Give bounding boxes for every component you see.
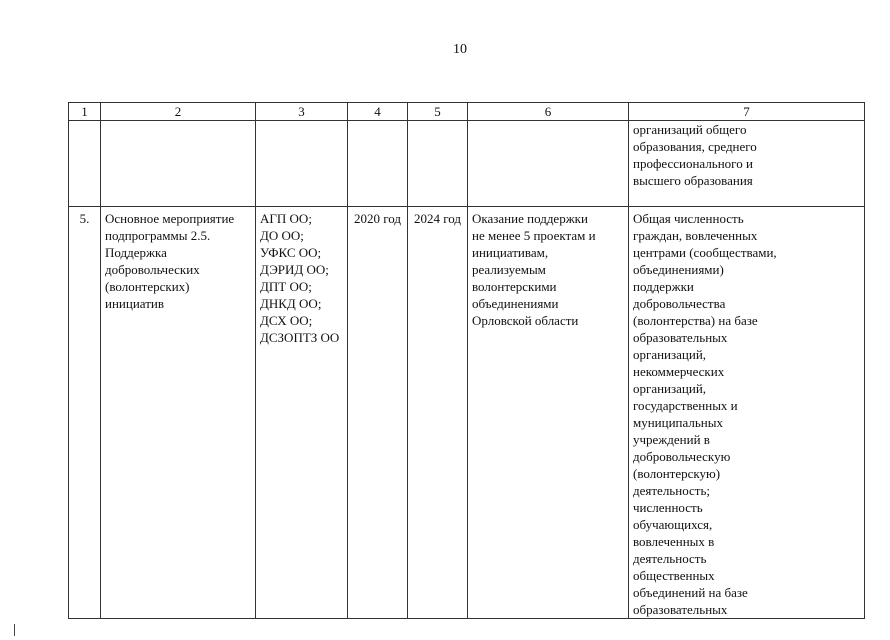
text-line: государственных и (633, 398, 738, 413)
text-line: образовательных (633, 602, 728, 617)
cell-start-year: 2020 год (348, 207, 408, 619)
text-line: добровольчества (633, 296, 726, 311)
text-line: организаций, (633, 381, 707, 396)
text-line: АГП ОО; (260, 211, 312, 226)
text-line: граждан, вовлеченных (633, 228, 758, 243)
text-line: ДНКД ОО; (260, 296, 322, 311)
text-line: Общая численность (633, 211, 744, 226)
text-line: образовательных (633, 330, 728, 345)
cell-end-year: 2024 год (408, 207, 468, 619)
cell-empty (348, 121, 408, 207)
text-line: реализуемым (472, 262, 546, 277)
header-cell: 3 (256, 103, 348, 121)
text-line: численность (633, 500, 703, 515)
text-line: (волонтерскую) (633, 466, 721, 481)
text-line: инициативам, (472, 245, 549, 260)
text-line: (волонтерства) на базе (633, 313, 758, 328)
table-header-row (69, 103, 865, 121)
cell-expected-result (468, 207, 629, 619)
text-line: муниципальных (633, 415, 724, 430)
cell-executors (256, 207, 348, 619)
cell-empty (408, 121, 468, 207)
text-line: добровольческую (633, 449, 731, 464)
text-line: объединений на базе (633, 585, 748, 600)
text-line: объединениями) (633, 262, 724, 277)
header-cell: 2 (101, 103, 256, 121)
text-line: инициатив (105, 296, 164, 311)
margin-mark (14, 624, 15, 636)
text-line: подпрограммы 2.5. (105, 228, 211, 243)
text-line: высшего образования (633, 173, 753, 188)
cell-row-number: 5. (69, 207, 101, 619)
text-line: центрами (сообществами, (633, 245, 777, 260)
header-cell: 1 (69, 103, 101, 121)
cell-empty (101, 121, 256, 207)
text-line: волонтерскими (472, 279, 557, 294)
text-line: ДЭРИД ОО; (260, 262, 329, 277)
cell-empty (468, 121, 629, 207)
header-cell: 4 (348, 103, 408, 121)
page-number: 10 (453, 42, 467, 57)
cell-indicators-continued (629, 121, 865, 207)
text-line: деятельность (633, 551, 707, 566)
text-line: (волонтерских) (105, 279, 190, 294)
text-line: Поддержка (105, 245, 167, 260)
text-line: Оказание поддержки (472, 211, 588, 226)
text-line: деятельность; (633, 483, 711, 498)
text-line: ДСХ ОО; (260, 313, 313, 328)
header-cell: 5 (408, 103, 468, 121)
text-line: ДО ОО; (260, 228, 304, 243)
text-line: Орловской области (472, 313, 579, 328)
cell-empty (69, 121, 101, 207)
text-line: поддержки (633, 279, 694, 294)
text-line: ДСЗОПТЗ ОО (260, 330, 340, 345)
text-line: профессионального и (633, 156, 753, 171)
text-line: Основное мероприятие (105, 211, 235, 226)
table-row-continuation (69, 121, 865, 207)
cell-empty (256, 121, 348, 207)
text-line: ДПТ ОО; (260, 279, 312, 294)
table-row-5 (69, 207, 865, 619)
text-line: объединениями (472, 296, 559, 311)
text-line: не менее 5 проектам и (472, 228, 596, 243)
header-cell: 7 (629, 103, 865, 121)
cell-indicators (629, 207, 865, 619)
text-line: добровольческих (105, 262, 200, 277)
header-cell: 6 (468, 103, 629, 121)
text-line: УФКС ОО; (260, 245, 322, 260)
text-line: вовлеченных в (633, 534, 715, 549)
text-line: образования, среднего (633, 139, 757, 154)
text-line: организаций, (633, 347, 707, 362)
text-line: учреждений в (633, 432, 710, 447)
cell-activity-name (101, 207, 256, 619)
program-table (68, 102, 865, 619)
text-line: организаций общего (633, 122, 747, 137)
text-line: общественных (633, 568, 715, 583)
text-line: обучающихся, (633, 517, 713, 532)
text-line: некоммерческих (633, 364, 725, 379)
